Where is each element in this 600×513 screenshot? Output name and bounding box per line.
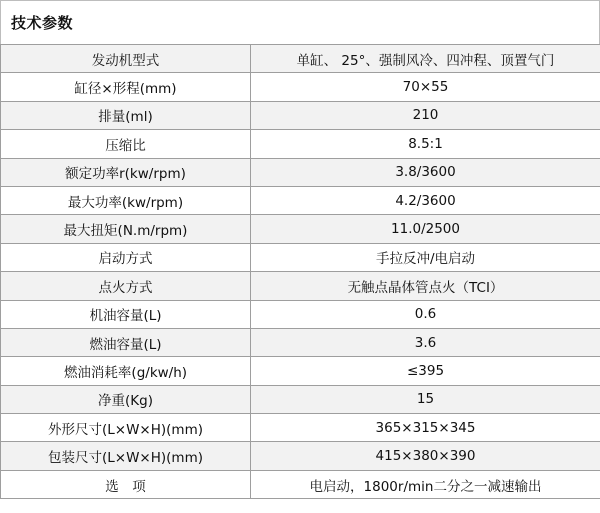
spec-value: 3.6	[251, 328, 600, 356]
title-bar	[0, 0, 600, 44]
spec-label: 最大扭矩(N.m/rpm)	[1, 215, 251, 243]
table-row	[1, 73, 600, 101]
spec-value: 4.2/3600	[251, 186, 600, 214]
spec-label: 燃油消耗率(g/kw/h)	[1, 357, 251, 385]
spec-label: 包装尺寸(L×W×H)(mm)	[1, 442, 251, 470]
spec-label: 燃油容量(L)	[1, 328, 251, 356]
table-row	[1, 328, 600, 356]
spec-label: 外形尺寸(L×W×H)(mm)	[1, 414, 251, 442]
spec-value: 电启动，1800r/min二分之一减速输出	[251, 470, 600, 498]
spec-table-body	[1, 45, 600, 499]
table-row	[1, 442, 600, 470]
spec-label: 排量(ml)	[1, 101, 251, 129]
spec-value: 11.0/2500	[251, 215, 600, 243]
table-row	[1, 470, 600, 498]
spec-value: 70×55	[251, 73, 600, 101]
spec-label: 压缩比	[1, 130, 251, 158]
spec-label: 净重(Kg)	[1, 385, 251, 413]
table-row	[1, 186, 600, 214]
spec-value: 单缸、 25°、强制风冷、四冲程、顶置气门	[251, 45, 600, 73]
table-row	[1, 385, 600, 413]
spec-value: 0.6	[251, 300, 600, 328]
spec-label: 机油容量(L)	[1, 300, 251, 328]
spec-label: 缸径×形程(mm)	[1, 73, 251, 101]
spec-value: 415×380×390	[251, 442, 600, 470]
table-row	[1, 215, 600, 243]
table-row	[1, 300, 600, 328]
table-row	[1, 272, 600, 300]
spec-value: 365×315×345	[251, 414, 600, 442]
spec-label: 点火方式	[1, 272, 251, 300]
spec-label: 启动方式	[1, 243, 251, 271]
spec-value: 8.5:1	[251, 130, 600, 158]
table-row	[1, 130, 600, 158]
spec-label: 发动机型式	[1, 45, 251, 73]
table-row	[1, 45, 600, 73]
spec-value: 手拉反冲/电启动	[251, 243, 600, 271]
table-row	[1, 158, 600, 186]
spec-value: 3.8/3600	[251, 158, 600, 186]
spec-value: 210	[251, 101, 600, 129]
spec-label: 最大功率(kw/rpm)	[1, 186, 251, 214]
table-row	[1, 357, 600, 385]
spec-label: 选 项	[1, 470, 251, 498]
spec-value: 无触点晶体管点火（TCI）	[251, 272, 600, 300]
table-row	[1, 414, 600, 442]
spec-value: 15	[251, 385, 600, 413]
spec-label: 额定功率r(kw/rpm)	[1, 158, 251, 186]
page-title: 技术参数	[11, 14, 74, 32]
table-row	[1, 101, 600, 129]
spec-table	[0, 44, 600, 499]
table-row	[1, 243, 600, 271]
spec-value: ≤395	[251, 357, 600, 385]
